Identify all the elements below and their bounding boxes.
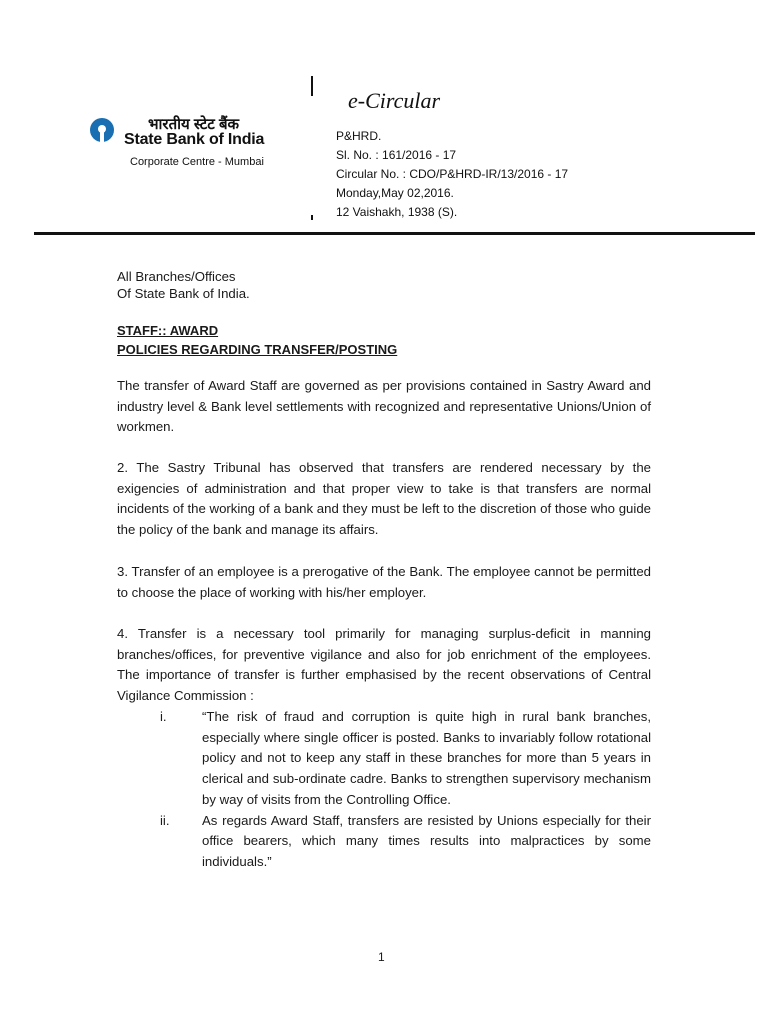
department: P&HRD. bbox=[336, 129, 382, 143]
list-item-number: ii. bbox=[160, 812, 170, 828]
addressee bbox=[117, 268, 250, 302]
circular-date: Monday,May 02,2016. bbox=[336, 186, 454, 200]
list-item-text: “The risk of fraud and corruption is quite high in rural bank branches, especially where single officer is posted. Banks to invariably follow rotational policy and not to keep any staff in these branches for more than 5 years in clerical and sub-ordinate cadre. Banks to strengthen supervisory mechanism by way of visits from the Controlling Office. bbox=[202, 709, 651, 807]
list-item-text: As regards Award Staff, transfers are resisted by Unions especially for their office bearers, which many times results into malpractices by some individuals.” bbox=[202, 812, 651, 869]
paragraph-1: The transfer of Award Staff are governed as per provisions contained in Sastry Award and industry level & Bank level settlements with recognized and representative Unions/Union of workmen. bbox=[117, 378, 651, 435]
header-rule bbox=[34, 232, 755, 235]
cvc-observations-list bbox=[160, 707, 651, 873]
page-title: e-Circular bbox=[348, 88, 441, 113]
logo-bank-name: State Bank of India bbox=[124, 131, 265, 148]
logo-hindi-name: भारतीय स्टेट बैंक bbox=[148, 116, 240, 133]
list-item bbox=[160, 811, 651, 873]
list-item bbox=[160, 707, 651, 811]
logo-subtitle: Corporate Centre - Mumbai bbox=[130, 156, 264, 168]
page-number: 1 bbox=[378, 950, 385, 964]
serial-number: Sl. No. : 161/2016 - 17 bbox=[336, 148, 457, 162]
sbi-logo bbox=[90, 114, 290, 174]
address-line-2: Of State Bank of India. bbox=[117, 286, 250, 301]
header-divider-mark bbox=[311, 76, 313, 96]
header-divider-dot bbox=[311, 215, 313, 220]
circular-number: Circular No. : CDO/P&HRD-IR/13/2016 - 17 bbox=[336, 167, 569, 181]
paragraph-4: 4. Transfer is a necessary tool primarily for managing surplus-deficit in manning branches/offices, for preventive vigilance and also for job enrichment of the employees. The importance of transfer is further emphasised by the recent observations of Central Vigilance Commission : bbox=[117, 626, 651, 704]
saka-date: 12 Vaishakh, 1938 (S). bbox=[336, 205, 458, 219]
address-line-1: All Branches/Offices bbox=[117, 269, 236, 284]
paragraph-2: 2. The Sastry Tribunal has observed that transfers are rendered necessary by the exigencies of administration and that proper view to take is that transfers are normal incidents of the working of a bank and they must be left to the discretion of those who guide the policy of the bank and manage its affairs. bbox=[117, 460, 651, 538]
paragraph-3: 3. Transfer of an employee is a prerogative of the Bank. The employee cannot be permitted to choose the place of working with his/her employer. bbox=[117, 564, 651, 600]
sbi-emblem-icon bbox=[90, 118, 114, 142]
subject-line-2: POLICIES REGARDING TRANSFER/POSTING bbox=[117, 342, 398, 357]
subject-line-1: STAFF:: AWARD bbox=[117, 323, 219, 338]
subject bbox=[117, 321, 397, 359]
circular-meta bbox=[336, 127, 568, 222]
list-item-number: i. bbox=[160, 709, 167, 724]
